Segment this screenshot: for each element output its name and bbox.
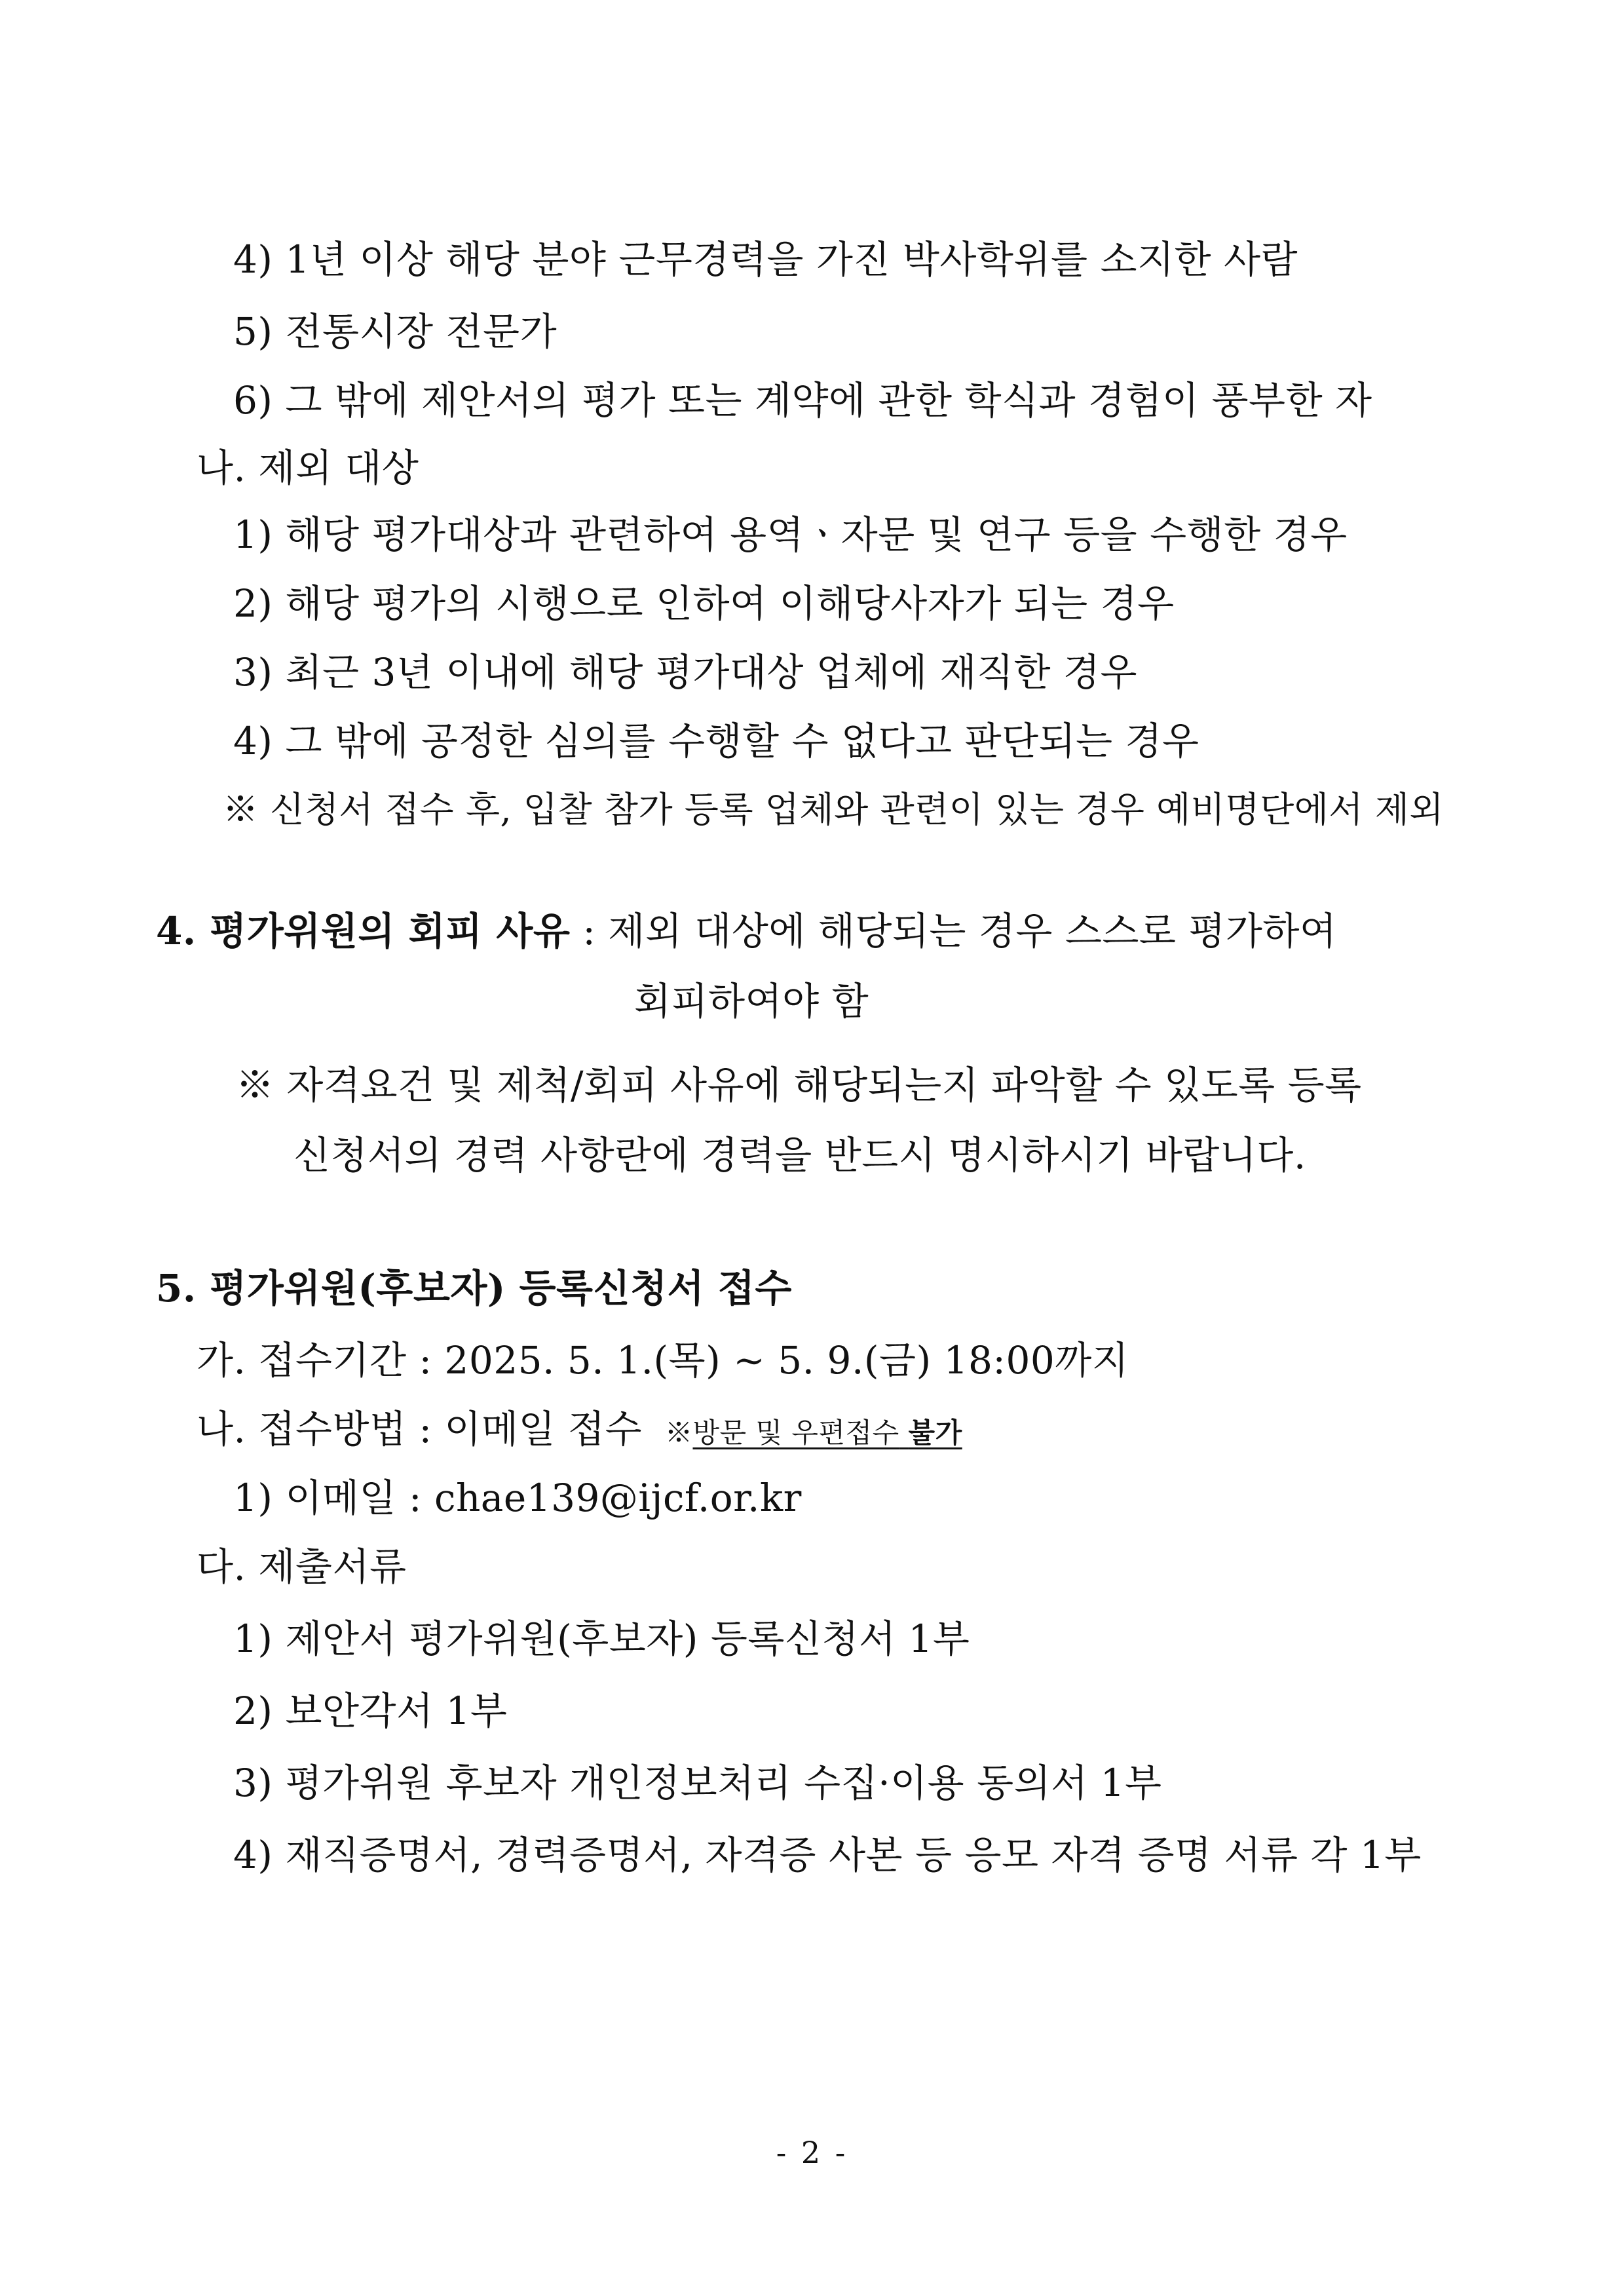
qualification-item: 6) 그 밖에 제안서의 평가 또는 계약에 관한 학식과 경험이 풍부한 자 xyxy=(233,378,1372,423)
document-item: 1) 제안서 평가위원(후보자) 등록신청서 1부 xyxy=(233,1617,970,1661)
section4-note-line1: ※ 자격요건 및 제척/회피 사유에 해당되는지 파악할 수 있도록 등록 xyxy=(236,1063,1362,1107)
exclusion-item: 1) 해당 평가대상과 관련하여 용역ㆍ자문 및 연구 등을 수행한 경우 xyxy=(233,512,1348,557)
document-item: 2) 보안각서 1부 xyxy=(233,1689,508,1733)
exclusion-item: 2) 해당 평가의 시행으로 인하여 이해당사자가 되는 경우 xyxy=(233,581,1175,626)
exclusion-item: 4) 그 밖에 공정한 심의를 수행할 수 없다고 판단되는 경우 xyxy=(233,719,1199,763)
qualification-item: 4) 1년 이상 해당 분야 근무경력을 가진 박사학위를 소지한 사람 xyxy=(233,237,1298,282)
qualification-item: 5) 전통시장 전문가 xyxy=(233,309,557,354)
receipt-method-line xyxy=(197,1406,962,1457)
section5-title: 5. 평가위원(후보자) 등록신청서 접수 xyxy=(156,1266,792,1311)
receipt-method-note: ※방문 및 우편접수 불가 xyxy=(664,1417,962,1449)
receipt-method: 나. 접수방법 : 이메일 접수 xyxy=(197,1407,643,1451)
document-item: 3) 평가위원 후보자 개인정보처리 수집·이용 동의서 1부 xyxy=(233,1761,1162,1805)
section4-desc: : 제외 대상에 해당되는 경우 스스로 평가하여 xyxy=(570,909,1337,953)
exclusion-heading: 나. 제외 대상 xyxy=(197,446,419,490)
docs-heading: 다. 제출서류 xyxy=(197,1544,407,1589)
exclusion-item: 3) 최근 3년 이내에 해당 평가대상 업체에 재직한 경우 xyxy=(233,650,1137,695)
exclusion-note: ※ 신청서 접수 후, 입찰 참가 등록 업체와 관련이 있는 경우 예비명단에서 제외 xyxy=(223,789,1445,830)
receipt-period: 가. 접수기간 : 2025. 5. 1.(목) ∼ 5. 9.(금) 18:00까지 xyxy=(197,1338,1129,1383)
section4-desc-cont: 회피하여야 함 xyxy=(634,979,869,1024)
page-number: - 2 - xyxy=(776,2135,848,2170)
document-item: 4) 재직증명서, 경력증명서, 자격증 사본 등 응모 자격 증명 서류 각 1부 xyxy=(233,1833,1422,1877)
section4-note-line2: 신청서의 경력 사항란에 경력을 반드시 명시하시기 바랍니다. xyxy=(293,1133,1306,1177)
section4-line1 xyxy=(156,908,1337,955)
email-address: 1) 이메일 : chae139@ijcf.or.kr xyxy=(233,1476,802,1520)
section4-title: 4. 평가위원의 회피 사유 xyxy=(156,909,571,953)
